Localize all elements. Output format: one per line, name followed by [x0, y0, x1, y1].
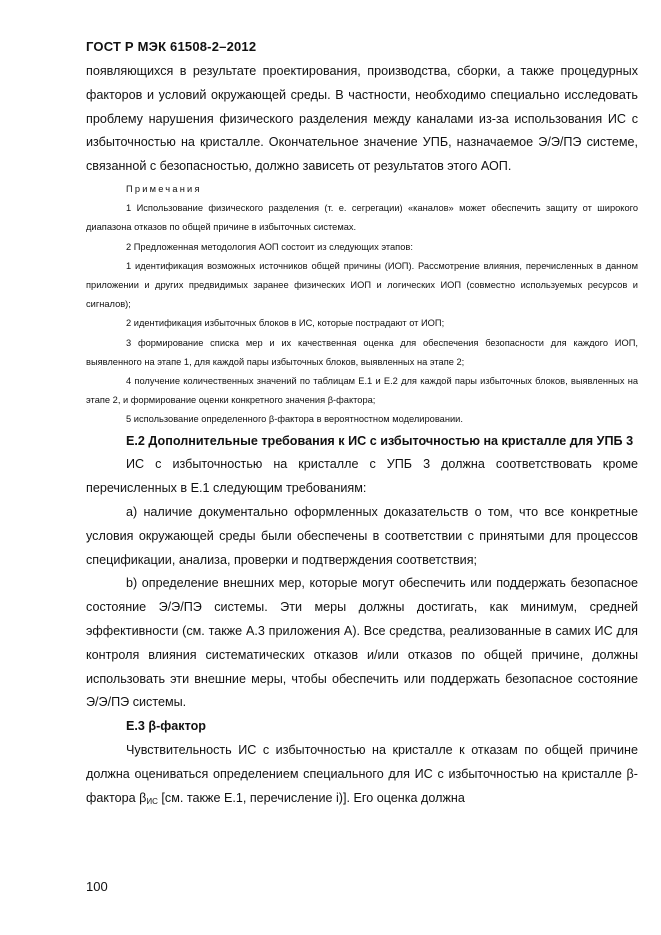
notes-title: Примечания [126, 183, 202, 194]
intro-paragraph: появляющихся в результате проектирования, производства, сборки, а также процедурных факторов и условий окружающей среды. В частности, необходимо специально исследовать проблему нарушения физического разделения между каналами из-за использования ИС с избыточностью на кристалле. Окончательное значение УПБ, назначаемое Э/Э/ПЭ системе, связанной с безопасностью, должно зависеть от результатов этого АОП. [86, 64, 638, 174]
section-e3-text-start: Чувствительность ИС с избыточностью на кристалле к отказам по общей причине должна оцениваться определением специального для ИС с избыточностью на кристалле β-фактора β [86, 742, 638, 805]
note-item: 2 Предложенная методология АОП состоит из следующих этапов: [126, 241, 413, 252]
document-header: ГОСТ Р МЭК 61508-2–2012 [86, 39, 257, 54]
section-e2-paragraph: ИС с избыточностью на кристалле с УПБ 3 должна соответствовать кроме перечисленных в Е.1 следующим требованиям: [86, 457, 638, 496]
section-e3-heading: Е.3 β-фактор [126, 719, 206, 734]
section-e3-paragraph [86, 739, 638, 813]
section-e3-text-end: [см. также Е.1, перечисление i)]. Его оценка должна [157, 790, 465, 805]
note-item: 2 идентификация избыточных блоков в ИС, которые пострадают от ИОП; [126, 318, 445, 329]
section-e2-heading: Е.2 Дополнительные требования к ИС с избыточностью на кристалле для УПБ 3 [126, 433, 634, 448]
note-item: 1 Использование физического разделения (т. е. сегрегации) «каналов» может обеспечить защиту от широкого диапазона отказов по общей причине в избыточных системах. [86, 203, 638, 233]
section-e2-item-a: а) наличие документально оформленных доказательств о том, что все конкретные условия окружающей среды были обеспечены в соответствии с принятыми для процессов спецификации, анализа, проверки и подтверждения соответствия; [86, 505, 638, 567]
note-item: 3 формирование списка мер и их качественная оценка для обеспечения безопасности для каждого ИОП, выявленного на этапе 1, для каждой пары избыточных блоков, выявленных на этапе 2; [86, 337, 638, 367]
beta-subscript: ИС [146, 796, 158, 806]
notes-block [86, 180, 638, 430]
note-item: 4 получение количественных значений по таблицам Е.1 и Е.2 для каждой пары избыточных блоков, выявленных на этапе 2, и формирование оценки конкретного значения β-фактора; [86, 376, 638, 406]
page-number: 100 [86, 879, 108, 894]
note-item: 5 использование определенного β-фактора в вероятностном моделировании. [126, 414, 463, 425]
section-e2-item-b: b) определение внешних мер, которые могут обеспечить или поддержать безопасное состояние Э/Э/ПЭ системы. Эти меры должны достигать, как минимум, средней эффективности (см. также А.3 приложения А). Все средства, реализованные в самих ИС для контроля влияния систематических отказов и/или отказов по общей причине, должны использовать эти внешние меры, чтобы обеспечить или поддержать безопасное состояние Э/Э/ПЭ системы. [86, 576, 638, 710]
page-body [86, 60, 638, 813]
note-item: 1 идентификация возможных источников общей причины (ИОП). Рассмотрение влияния, перечисленных в данном приложении и других предвидимых заранее физических ИОП и логических ИОП (совместно используемых ресурсов и сигналов); [86, 260, 638, 310]
